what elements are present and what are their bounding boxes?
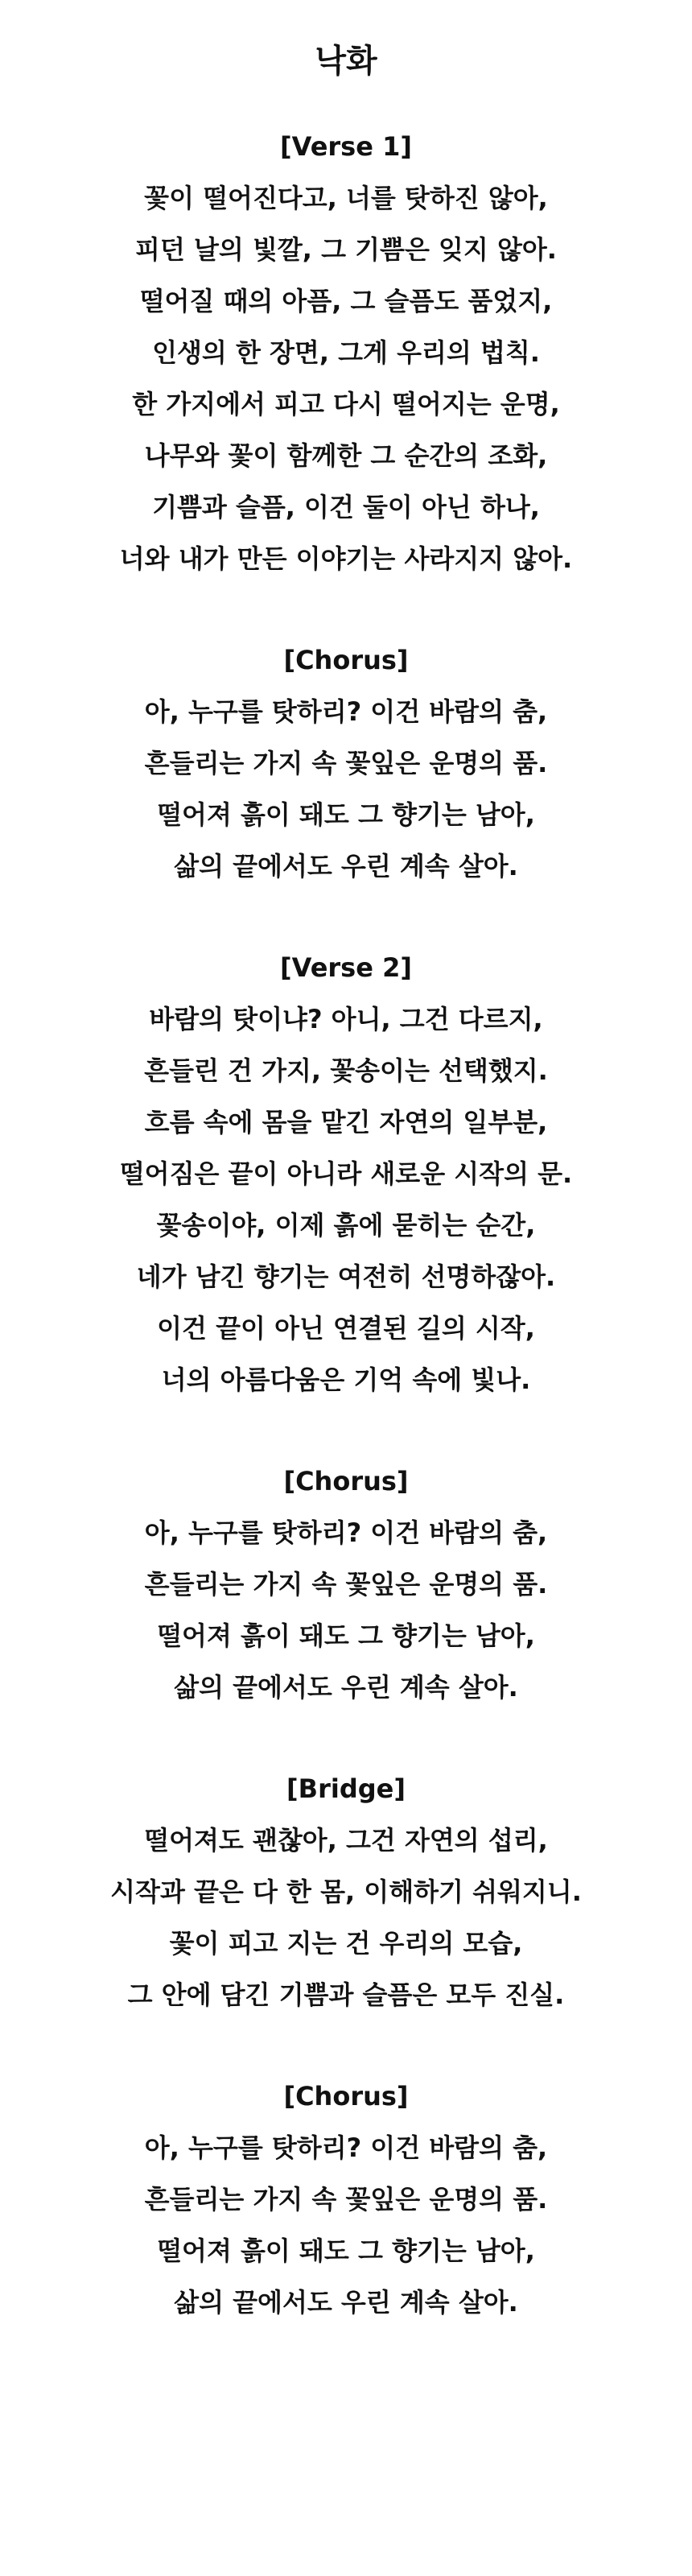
lyric-line: 시작과 끝은 다 한 몸, 이해하기 쉬워지니. <box>110 1876 582 1907</box>
lyric-line: 인생의 한 장면, 그게 우리의 법칙. <box>152 337 540 368</box>
lyrics-body <box>0 121 692 2328</box>
lyric-line: 떨어짐은 끝이 아니라 새로운 시작의 문. <box>119 1158 573 1189</box>
lyrics-section <box>0 2070 692 2328</box>
lyrics-section <box>0 121 692 584</box>
lyric-line: 너와 내가 만든 이야기는 사라지지 않아. <box>119 543 573 574</box>
lyric-line: 떨어져 흙이 돼도 그 향기는 남아, <box>157 2235 535 2266</box>
lyric-line: 그 안에 담긴 기쁨과 슬픔은 모두 진실. <box>127 1979 565 2010</box>
lyrics-section <box>0 942 692 1406</box>
lyric-line: 꽃이 떨어진다고, 너를 탓하진 않아, <box>144 183 548 213</box>
section-label: [Verse 1] <box>280 131 412 162</box>
lyrics-section <box>0 634 692 892</box>
lyric-line: 흔들리는 가지 속 꽃잎은 운명의 품. <box>144 2184 548 2215</box>
lyric-line: 삶의 끝에서도 우린 계속 살아. <box>174 2287 518 2318</box>
lyric-line: 피던 날의 빛깔, 그 기쁨은 잊지 않아. <box>135 234 557 265</box>
lyric-line: 떨어져 흙이 돼도 그 향기는 남아, <box>157 1620 535 1651</box>
lyric-line: 나무와 꽃이 함께한 그 순간의 조화, <box>144 440 548 471</box>
lyric-line: 흔들리는 가지 속 꽃잎은 운명의 품. <box>144 1569 548 1600</box>
lyric-line: 꽃이 피고 지는 건 우리의 모습, <box>169 1928 523 1959</box>
section-label: [Chorus] <box>283 2081 409 2112</box>
lyric-line: 한 가지에서 피고 다시 떨어지는 운명, <box>132 389 560 419</box>
lyric-line: 흐름 속에 몸을 맡긴 자연의 일부분, <box>144 1107 548 1137</box>
lyric-line: 아, 누구를 탓하리? 이건 바람의 춤, <box>144 2132 548 2163</box>
song-title: 낙화 <box>315 43 377 80</box>
lyric-line: 너의 아름다움은 기억 속에 빛나. <box>161 1364 531 1395</box>
lyrics-section <box>0 1763 692 2021</box>
lyrics-section <box>0 1455 692 1713</box>
lyric-line: 이건 끝이 아닌 연결된 길의 시작, <box>157 1313 535 1344</box>
lyric-line: 떨어져도 괜찮아, 그건 자연의 섭리, <box>144 1825 548 1856</box>
lyric-line: 삶의 끝에서도 우린 계속 살아. <box>174 851 518 881</box>
lyric-line: 떨어져 흙이 돼도 그 향기는 남아, <box>157 799 535 830</box>
lyric-line: 꽃송이야, 이제 흙에 묻히는 순간, <box>156 1210 536 1241</box>
lyric-line: 삶의 끝에서도 우린 계속 살아. <box>174 1672 518 1703</box>
lyric-line: 네가 남긴 향기는 여전히 선명하잖아. <box>136 1261 556 1292</box>
lyric-line: 흔들리는 가지 속 꽃잎은 운명의 품. <box>144 748 548 778</box>
lyric-line: 떨어질 때의 아픔, 그 슬픔도 품었지, <box>139 286 553 316</box>
section-label: [Verse 2] <box>280 952 412 983</box>
section-label: [Chorus] <box>283 645 409 675</box>
lyric-line: 기쁨과 슬픔, 이건 둘이 아닌 하나, <box>152 492 540 522</box>
lyric-line: 아, 누구를 탓하리? 이건 바람의 춤, <box>144 1517 548 1548</box>
section-label: [Bridge] <box>286 1773 406 1804</box>
section-label: [Chorus] <box>283 1466 409 1496</box>
lyric-line: 바람의 탓이냐? 아니, 그건 다르지, <box>149 1004 543 1034</box>
lyric-line: 흔들린 건 가지, 꽃송이는 선택했지. <box>144 1055 548 1086</box>
lyric-line: 아, 누구를 탓하리? 이건 바람의 춤, <box>144 696 548 727</box>
